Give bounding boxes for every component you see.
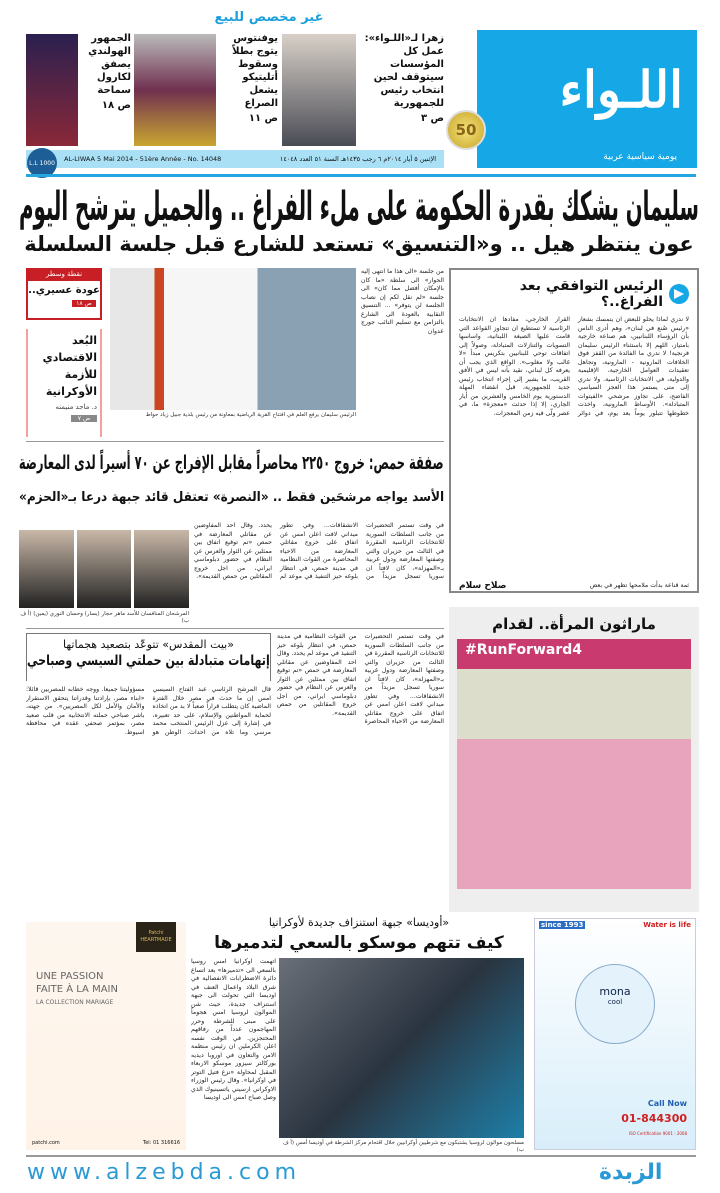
date-band [27, 150, 445, 168]
snapshot-title: عودة عسيري.. [29, 285, 101, 296]
divider [27, 628, 445, 629]
mona-since: since 1993 [542, 921, 585, 929]
editorial-text: لا ندري لماذا يحلو للبعض ان يتمسك بشعار «رئيس صُنع في لبنان»، وهم أدرى الناس بأن الرؤساء اللبنانيين، هم صناعة خارجية بامتياز، اللهم إلا باستثناء الرئيس سليمان فرنجية! لا ندري ما الفائدة من القفز فوق الخلافات المارونية - المارونية، وتجاهل تعقيدات العوامل الخارجية، الإقليمية والدولية، في الانتخابات الرئاسية. ولا ندري إلى متى يستمر هذا العجز السياسي الفاضح، على تجاوز مرشحي «الفيتوات المتبادلة». الأوساط المارونية، واخذت خطوطها تتبلور يوماً بعد يوم، في دوائر القرار الخارجي، مفادها ان الانتخابات الرئاسية لا تستطيع ان تتجاوز القواعد التي قامت عليها الصيغة اللبنانية، واساسها التسويات والتنازلات المتبادلة، وصولاً إلى اتفاقات توحي للبنانيين بتكريس مبدأ «لا غالب ولا مغلوب». الواقع الذي يجب أن يعرفه كل لبناني، نقيد بأنه ليس في الأفق القريب، ما يشير إلى إجراء انتخاب رئيس جديد للجمهورية، قبل انقضاء المهلة الدستورية يوم الخامس والعشرين من أيار الجاري، إلا إذا حدثت «معجزة» ما، في عصر ولّى فيه زمن المعجزات. [460, 316, 690, 417]
ukraine-kicker: «أوديسا» جبهة استنزاف جديدة لأوكرانيا [269, 916, 451, 929]
marathon-photo [458, 639, 692, 889]
footer-logo[interactable]: الزبدة [600, 1160, 664, 1185]
main-subheadline-wrap [20, 232, 700, 256]
mona-slogan: Water is life [644, 921, 692, 929]
editorial-ending: ثمة قناعة بدأت ملامحها تظهر في بعض [590, 581, 690, 589]
main-headline[interactable]: سليمان يشكك بقدرة الحكومة على ملء الفراغ .. والجميل يترشح اليوم [20, 184, 700, 230]
quds-box[interactable] [27, 633, 272, 681]
homs-headline-wrap [20, 452, 445, 474]
teaser-page: ص ٣ [421, 113, 445, 124]
editorial-box[interactable] [450, 268, 700, 593]
homs-caption: المرشحان المنافسان للأسد ماهر حجار (يسار) وحسان النوري (يمين) (أ ف ب) [21, 611, 190, 624]
teaser-text: يوفنتوس يتوج بطلاً وسقوط أتليتيكو يشعل الصراع [233, 33, 279, 109]
teaser-text: الجمهور الهولندي يصفق لكارول سماحة [89, 33, 132, 96]
opinion-box[interactable] [27, 329, 103, 437]
teaser-3[interactable] [82, 32, 132, 112]
logo-tagline: يومية سياسية عربية [604, 152, 678, 162]
homs-subheadline-wrap [20, 490, 445, 505]
ukraine-headline[interactable]: كيف تتهم موسكو بالسعي لتدميرها [215, 933, 505, 953]
quds-kicker: «بيت المقدس» تتوعّد بتصعيد هجماتها [64, 638, 235, 651]
marathon-box[interactable] [450, 607, 700, 912]
mona-phone: 01-844300 [622, 1112, 688, 1125]
mona-sub: cool [608, 998, 624, 1006]
date-arabic: الإثنين ٥ أيار ٢٠١٤م ٦ رجب ١٤٣٥هـ السنة ٥١ العدد ١٤٠٤٨ [280, 155, 437, 163]
patchi-line2: FAITE À LA MAIN [37, 984, 119, 995]
main-subheadline[interactable]: عون ينتظر هيل .. و«التنسيق» تستعد للشارع قبل جلسة السلسلة [25, 232, 695, 256]
candidates-photos [20, 530, 190, 608]
photo-caption: الرئيس سليمان يرفع العلم في افتتاح القرية الرياضية بمعاونة من رئيس بلدية جبيل زياد حواط [146, 412, 357, 418]
mona-iso: ISO Certification 9001 : 2008 [629, 1131, 688, 1136]
not-for-sale-notice: غير مخصص للبيع [215, 10, 325, 25]
teaser-page: ص ١٨ [102, 100, 132, 111]
teaser-page: ص ١١ [249, 113, 279, 124]
marathon-banner: #RunForward4 [466, 642, 584, 658]
lead-story-text: من جلسة «الى هذا ما انتهى إليه الحوار» الى سلطة «ما كان بالإمكان أفضل مما كان» الى جلسة «لم نقل لكم إن نصاب الجلسة لن يتوفر» ... التنسيق النقابية بالعودة الى الشارع بالتزامن مع تسليم النائب جورج عدوان [362, 268, 445, 335]
ukraine-caption: مسلحون موالون لروسيا يشتبكون مع شرطيين أوكرانيين خلال اقتحام مركز الشرطة في أوديسا أمس (أ ف ب) [283, 1140, 525, 1153]
teaser-3-photo [27, 34, 79, 146]
patchi-brand: Patchi [149, 930, 165, 936]
teaser-1[interactable] [362, 32, 445, 125]
price-badge: 1000 L.L [28, 148, 58, 178]
homs-headline[interactable]: صفقة حمص: خروج ٢٢٥٠ محاصراً مقابل الإفراج عن ٧٠ أسيراً لدى المعارضة [20, 452, 445, 474]
patchi-line3: LA COLLECTION MARIAGE [37, 999, 115, 1006]
date-french: AL-LIWAA 5 Mai 2014 - 51ère Année - No. 14048 [65, 155, 223, 163]
homs-text-continued: في وقت تستمر التحضيرات من جانب السلطات السورية للانتخابات الرئاسية المقررة في الثالث من حزيران والتي وصفتها المعارضة ودول غربية بـ«المهزلة»، كان لافتاً ان سوريا تسجل مزيداً من الانشقاقات... وفي تطور ميداني لافت اعلن امس عن اتفاق على خروج مقاتلي المعارضة من الاحياء المحاصرة من القوات النظامية في مدينة حمص، في انتظار بلوغه حيز التنفيذ في موعد لم يحدد. وقال احد المفاوضين عن مقاتلي المعارضة في حمص «تم توقيع اتفاق بين ممثلين عن الثوار والعرس عن النظام في حضور دبلوماسي ايراني، من اجل خروج المقاتلين من حمص القديمة». [278, 633, 445, 725]
teaser-2-photo [135, 34, 217, 146]
flag-icon [670, 284, 690, 304]
divider [27, 441, 445, 442]
homs-subheadline[interactable]: الأسد يواجه مرشحَين فقط .. «النصرة» تعتقل قائد جبهة درعا بـ«الحزم» [19, 490, 445, 505]
opinion-title: البُعد الاقتصادي للأزمة الأوكرانية [43, 334, 98, 398]
marathon-title: ماراثون المرأة.. لقدام [493, 615, 657, 633]
teaser-2[interactable] [222, 32, 279, 125]
patchi-ad[interactable] [27, 922, 187, 1150]
patchi-tel: Tel: 01 316616 [144, 1140, 181, 1146]
main-headline-wrap [20, 184, 700, 230]
teaser-1-photo [283, 34, 357, 146]
editorial-author: صلاح سلام [460, 581, 508, 591]
patchi-site: patchi.com [33, 1140, 61, 1146]
riot-photo [280, 958, 525, 1138]
homs-text: في وقت تستمر التحضيرات من جانب السلطات السورية للانتخابات الرئاسية المقررة في الثالث من حزيران والتي وصفتها المعارضة ودول غربية بـ«المهزلة»، كان لافتاً ان سوريا تسجل مزيداً من الانشقاقات... وفي تطور ميداني لافت اعلن امس عن اتفاق على خروج مقاتلي المعارضة من الاحياء المحاصرة من القوات النظامية في مدينة حمص، في انتظار بلوغه حيز التنفيذ في موعد لم يحدد. وقال احد المفاوضين عن مقاتلي المعارضة في حمص «تم توقيع اتفاق بين ممثلين عن الثوار والعرس عن النظام في حضور دبلوماسي ايراني، من اجل خروج المقاتلين من حمص القديمة». [195, 522, 445, 580]
flag-photo [111, 268, 357, 410]
teaser-text: زهرا لـ«اللـواء»: عمل كل المؤسسات سيتوقف لحين انتخاب رئيس للجمهورية [365, 33, 445, 109]
mona-brand: mona [600, 985, 632, 998]
editorial-title: الرئيس التوافقي بعد الفراغ..؟ [520, 278, 664, 310]
masthead-rule [27, 174, 697, 177]
mona-logo [576, 964, 656, 1044]
mona-water-ad[interactable] [535, 918, 697, 1150]
snapshot-label: نقطة وسطر [29, 270, 101, 281]
ukraine-text: اتهمت اوكرانيا امس روسيا بالسعي الى «تدميرها» بعد اتساع دائرة الاضطرابات الانفصالية في شرق البلاد واعمال العنف في اوديسا التي تحولت الى جبهة استنزاف جديدة، حيث شن الموالون لروسيا امس هجوماً على مبنى للشرطة وحرر المهاجمون عدداً من رفاقهم المحتجزين. في الوقت نفسه اعلن الكرملين ان رئيس منظمة الامن والتعاون في اوروبا ديديه بوركالتر سيزور موسكو الاربعاء المقبل لمحاولة «نزع فتيل التوتر في اوكرانيا». وقال رئيس الوزراء الاوكراني ارسيني ياتسينيوك الذي وصل صباح امس الى اوديسا [192, 958, 277, 1101]
mona-call: Call Now [648, 1099, 688, 1108]
quds-headline: إتهامات متبادلة بين حملتي السيسي وصباحي [28, 653, 271, 669]
snapshot-page: ص ١٨ [73, 300, 97, 307]
footer-url[interactable]: www.alzebda.com [28, 1160, 303, 1185]
masthead-logo[interactable] [478, 30, 698, 168]
opinion-page: ص ٧ [72, 415, 98, 422]
footer-rule [27, 1155, 697, 1157]
ukraine-headline-wrap [190, 933, 530, 953]
anniversary-badge: 50 [447, 110, 487, 150]
patchi-sub: HEARTMADE [141, 937, 173, 943]
quds-text: قال المرشح الرئاسي عبد الفتاح السيسي امس إن ما حدث في مصر خلال الفترة الماضية كان يتطلب قراراً صعباً لا بد من اتخاذه لحماية المواطنين والإسلام، على حد تعبيره، في إشارة إلى عزل الرئيس المنتخب محمد مرسي وما تلاه من احداث. الوطن هو مسؤوليتنا جميعاً. ووجه خطابه للمصريين قائلاً: «ابناء مصر، بإرادتنا وقدراتنا يتحقق الاستقرار والأمان والأمل لكل المصريين». من جهته، باشر صباحي حملته الانتخابية من قلب صعيد مصر، بمؤتمر صحفي عقده في محافظة اسيوط. [27, 686, 272, 736]
opinion-author: د. ماجد منيمنه [56, 403, 98, 411]
logo-name: اللـواء [560, 60, 684, 119]
snapshot-box[interactable] [27, 268, 103, 320]
patchi-line1: UNE PASSION [37, 971, 105, 982]
